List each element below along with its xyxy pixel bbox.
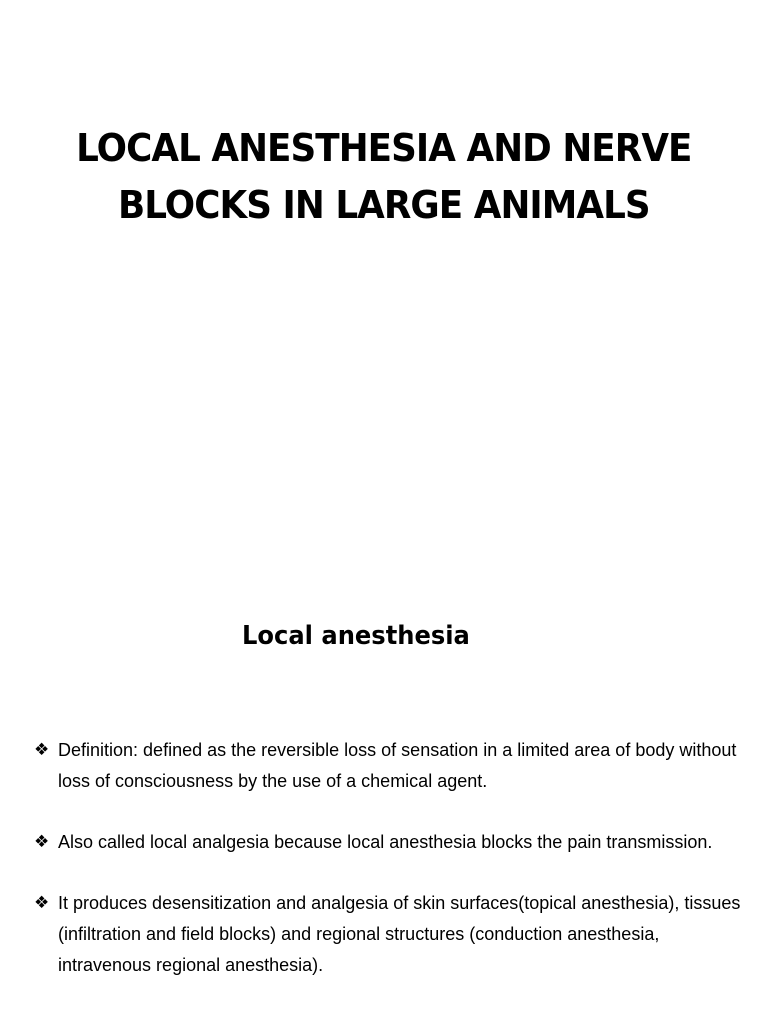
page-title-line-1: LOCAL ANESTHESIA AND NERVE	[76, 126, 692, 170]
diamond-bullet-icon: ❖	[34, 893, 50, 913]
list-item	[34, 888, 744, 981]
list-item	[34, 827, 744, 858]
diamond-bullet-icon: ❖	[34, 832, 50, 852]
page-title	[23, 120, 745, 234]
page-title-line-2: BLOCKS IN LARGE ANIMALS	[117, 183, 650, 227]
bullet-list	[34, 735, 744, 1011]
list-item-text: Also called local analgesia because local anesthesia blocks the pain transmission.	[58, 832, 713, 852]
list-item	[34, 735, 744, 797]
list-item-text: Definition: defined as the reversible loss of sensation in a limited area of body without loss of consciousness by the use of a chemical agent.	[58, 740, 737, 791]
diamond-bullet-icon: ❖	[34, 740, 50, 760]
section-heading: Local anesthesia	[242, 621, 470, 651]
list-item-text: It produces desensitization and analgesia of skin surfaces(topical anesthesia), tissues (infiltration and field blocks) and regional structures (conduction anesthesia, intravenous regional anesthesia).	[58, 893, 741, 975]
